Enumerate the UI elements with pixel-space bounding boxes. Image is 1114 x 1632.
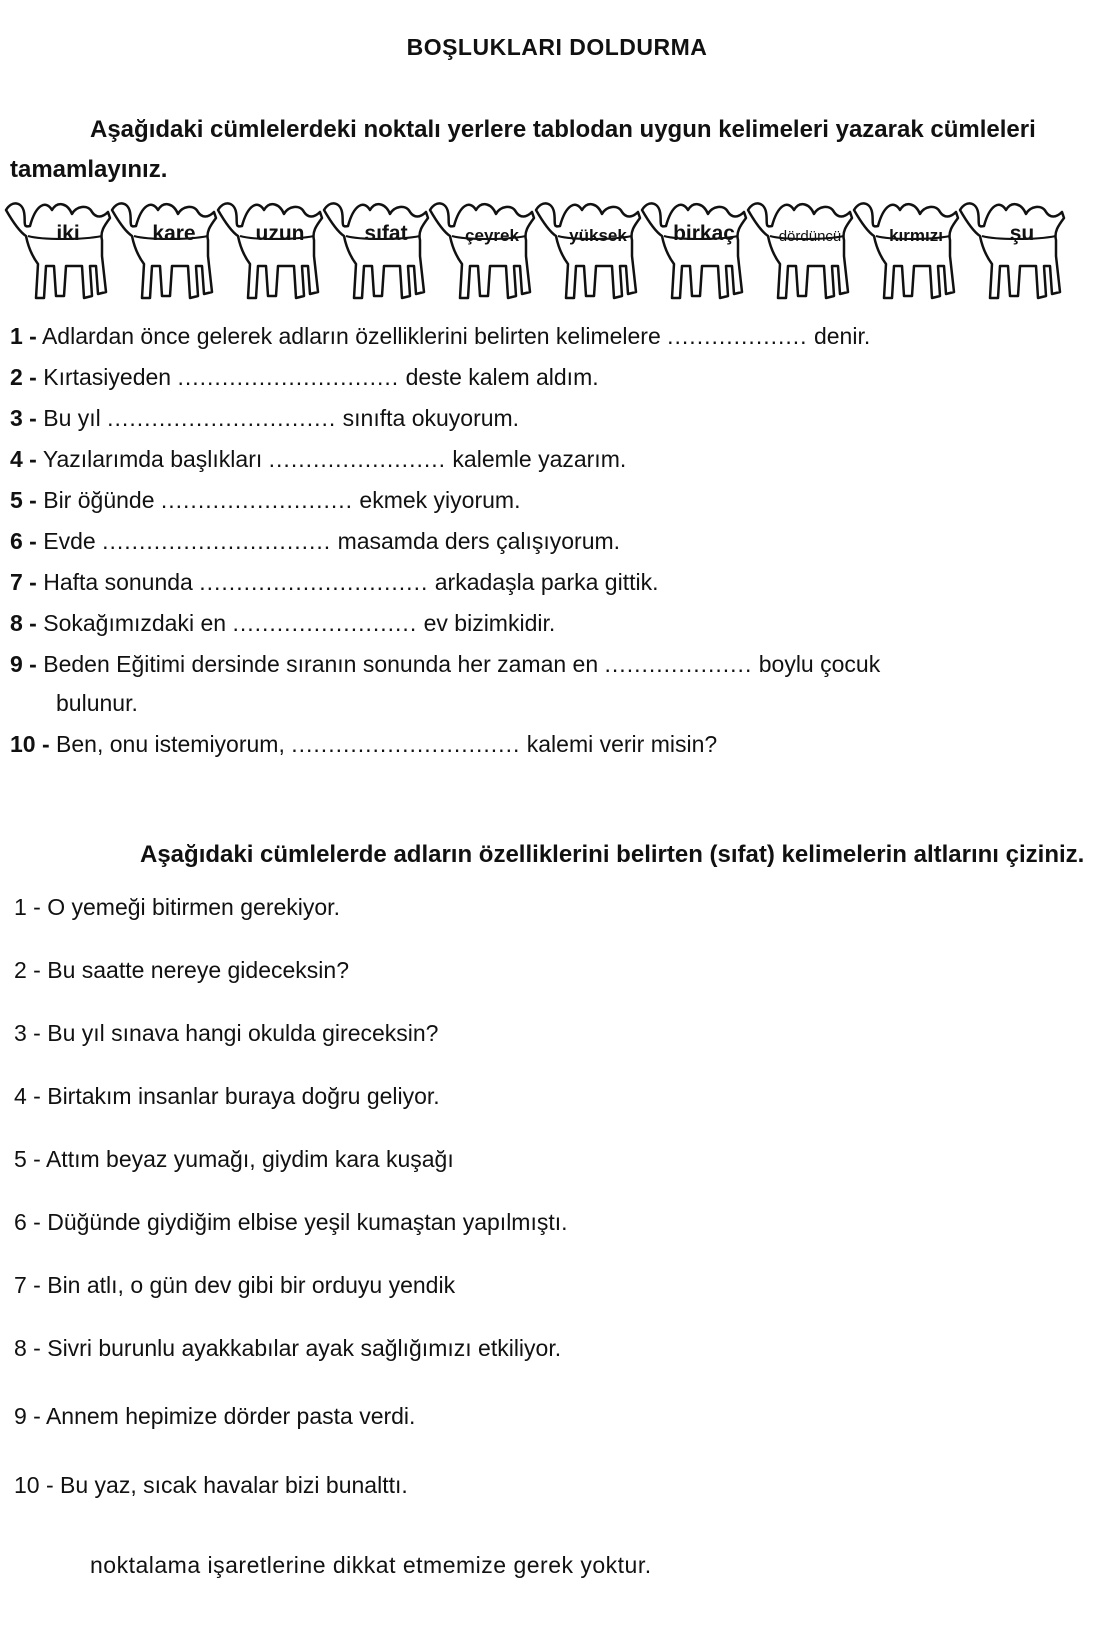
item-text-after: arkadaşla parka gittik. [434,569,659,595]
item-number: 9 - [10,651,37,677]
underline-item: 2 - Bu saatte nereye gideceksin? [14,957,349,983]
item-text-before: Sokağımızdaki en [43,610,227,636]
item-number: 8 - [10,610,37,636]
blank-dots: ................... [667,323,808,349]
underline-item: 5 - Attım beyaz yumağı, giydim kara kuşağı [14,1146,454,1172]
item-9-continuation: bulunur. [56,690,138,716]
item-text-before: Evde [43,528,96,554]
fill-item [10,322,870,350]
item-text-after: kalemle yazarım. [452,446,627,472]
item-text-before: Adlardan önce gelerek adların özelliklerini belirten kelimelere [41,323,661,349]
item-text-after: ekmek yiyorum. [359,487,521,513]
camel-icon [108,196,220,320]
blank-dots: ............................... [291,731,521,757]
fill-item [10,445,626,473]
camel-card [532,196,644,320]
item-number: 4 - [10,446,37,472]
fill-item [10,730,717,758]
instruction-underline: Aşağıdaki cümlelerde adların özelliklerini belirten (sıfat) kelimelerin altlarını çiziniz. [140,841,1085,868]
underline-item: 3 - Bu yıl sınava hangi okulda gireceksin? [14,1020,439,1046]
fill-item [10,486,520,514]
camel-card [320,196,432,320]
camel-icon [638,196,750,320]
camel-card [108,196,220,320]
item-text-before: Beden Eğitimi dersinde sıranın sonunda her zaman en [43,651,599,677]
blank-dots: ............................... [199,569,429,595]
item-text-before: Ben, onu istemiyorum, [56,731,285,757]
camel-icon [850,196,962,320]
item-text-after: deste kalem aldım. [405,364,599,390]
word-uzun: uzun [255,222,305,245]
underline-item: 1 - O yemeği bitirmen gerekiyor. [14,894,340,920]
word-sifat: sıfat [364,222,408,245]
item-text-after: ev bizimkidir. [423,610,556,636]
fill-item [10,527,620,555]
word-birkac: birkaç [673,222,735,245]
item-text-before: Bir öğünde [43,487,155,513]
word-yuksek: yüksek [569,226,627,245]
item-number: 3 - [10,405,37,431]
item-text-after: boylu çocuk [758,651,881,677]
word-bank [0,196,1114,320]
item-number: 1 - [10,323,37,349]
item-text-before: Kırtasiyeden [43,364,172,390]
blank-dots: ........................ [268,446,447,472]
item-number: 7 - [10,569,37,595]
camel-card [2,196,114,320]
camel-icon [426,196,538,320]
blank-dots: .............................. [177,364,400,390]
camel-icon [744,196,856,320]
item-text-after: sınıfta okuyorum. [342,405,520,431]
camel-icon [956,196,1068,320]
item-text-before: Yazılarımda başlıkları [42,446,263,472]
blank-dots: ............................... [102,528,332,554]
underline-item: 8 - Sivri burunlu ayakkabılar ayak sağlığımızı etkiliyor. [14,1335,562,1361]
page-title: BOŞLUKLARI DOLDURMA [406,34,708,60]
blank-dots: .................... [604,651,753,677]
item-number: 6 - [10,528,37,554]
blank-dots: ............................... [107,405,337,431]
fill-item [10,609,555,637]
instruction-fill-blanks: Aşağıdaki cümlelerdeki noktalı yerlere tablodan uygun kelimeleri yazarak cümleleri tamamlayınız. [10,116,1036,183]
word-iki: iki [56,222,80,245]
blank-dots: .......................... [160,487,354,513]
fill-item [10,650,880,678]
item-text-after: masamda ders çalışıyorum. [337,528,621,554]
underline-item: 7 - Bin atlı, o gün dev gibi bir orduyu yendik [14,1272,456,1298]
camel-card [638,196,750,320]
item-text-before: Bu yıl [43,405,101,431]
item-number: 2 - [10,364,37,390]
word-su: şu [1009,222,1035,245]
word-kirmizi: kırmızı [889,226,943,245]
camel-card [956,196,1068,320]
footnote: noktalama işaretlerine dikkat etmemize gerek yoktur. [90,1552,652,1578]
camel-icon [320,196,432,320]
camel-icon [214,196,326,320]
item-text-before: Hafta sonunda [43,569,193,595]
item-text-after: denir. [813,323,871,349]
fill-item [10,404,519,432]
fill-item [10,568,658,596]
underline-item: 9 - Annem hepimize dörder pasta verdi. [14,1403,416,1429]
camel-card [850,196,962,320]
camel-card [214,196,326,320]
underline-item: 10 - Bu yaz, sıcak havalar bizi bunalttı. [14,1472,408,1498]
camel-icon [532,196,644,320]
camel-card [426,196,538,320]
word-ceyrek: çeyrek [465,226,519,245]
word-kare: kare [152,222,196,245]
camel-icon [2,196,114,320]
item-number: 5 - [10,487,37,513]
blank-dots: ......................... [232,610,418,636]
item-text-after: kalemi verir misin? [526,731,718,757]
word-dorduncu: dördüncü [778,228,842,245]
underline-item: 6 - Düğünde giydiğim elbise yeşil kumaştan yapılmıştı. [14,1209,568,1235]
underline-item: 4 - Birtakım insanlar buraya doğru geliyor. [14,1083,440,1109]
fill-item [10,363,599,391]
item-number: 10 - [10,731,50,757]
camel-card [744,196,856,320]
